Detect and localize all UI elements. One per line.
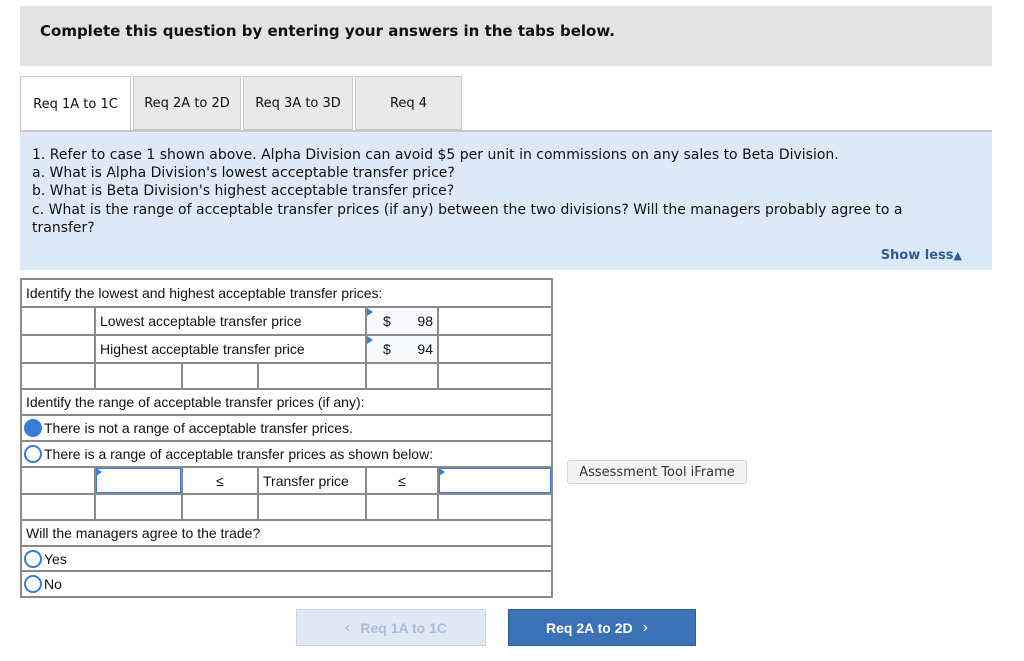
question-line: b. What is Beta Division's highest acceptable transfer price?: [32, 183, 455, 200]
lowest-price-value: 98: [417, 313, 433, 329]
option-range[interactable]: [22, 442, 551, 466]
lowest-price-input[interactable]: [367, 308, 439, 334]
section-title-range: Identify the range of acceptable transfer prices (if any):: [26, 394, 365, 410]
tab-label: Req 4: [389, 95, 428, 111]
empty-cell: [183, 495, 259, 519]
option-no-range[interactable]: [22, 416, 551, 440]
empty-cell: [259, 495, 367, 519]
question-line: a. What is Alpha Division's lowest acceptable transfer price?: [32, 165, 455, 182]
question-line: 1. Refer to case 1 shown above. Alpha Division can avoid $5 per unit in commissions on any sales to Beta Division.: [32, 147, 839, 163]
question-panel: [20, 132, 992, 270]
empty-cell: [96, 495, 183, 519]
currency-symbol: $: [383, 313, 391, 329]
leq-symbol: ≤: [183, 468, 259, 493]
lowest-price-label: Lowest acceptable transfer price: [96, 308, 367, 334]
highest-price-value: 94: [417, 341, 433, 357]
radio-unselected-icon[interactable]: [24, 445, 42, 463]
leq-symbol: ≤: [367, 468, 439, 493]
prev-button-label: Req 1A to 1C: [360, 619, 447, 636]
empty-cell: [439, 336, 551, 362]
grid-row: [22, 547, 551, 572]
input-flag-icon: [96, 468, 102, 476]
tab-req-4[interactable]: [355, 76, 462, 130]
section-title-prices: Identify the lowest and highest acceptable transfer prices:: [26, 285, 383, 301]
grid-row: [22, 468, 551, 495]
grid-row: [22, 390, 551, 416]
grid-row: [22, 442, 551, 468]
highest-price-label: Highest acceptable transfer price: [96, 336, 367, 362]
question-line: transfer?: [32, 219, 95, 236]
triangle-up-icon: ▲: [953, 249, 962, 262]
show-less-toggle[interactable]: [881, 248, 962, 263]
input-flag-icon: [439, 468, 445, 476]
tab-label: Req 3A to 3D: [255, 95, 341, 111]
empty-cell: [367, 364, 439, 388]
prev-button[interactable]: [296, 609, 486, 646]
section-title-agree: Will the managers agree to the trade?: [26, 525, 261, 541]
tab-label: Req 2A to 2D: [144, 95, 230, 111]
grid-row: [22, 416, 551, 442]
empty-cell: [22, 468, 96, 493]
empty-cell: [22, 336, 96, 362]
option-no-label: No: [44, 576, 62, 592]
empty-cell: [22, 495, 96, 519]
chevron-left-icon: ‹: [345, 618, 351, 636]
empty-cell: [439, 495, 551, 519]
question-text: [32, 146, 977, 237]
instructions-banner: [20, 6, 992, 66]
grid-row: [22, 364, 551, 390]
tab-label: Req 1A to 1C: [33, 97, 118, 112]
grid-row: [22, 308, 551, 336]
chevron-right-icon: ›: [642, 618, 648, 636]
empty-cell: [439, 308, 551, 334]
empty-cell: [183, 364, 259, 388]
empty-cell: [439, 364, 551, 388]
radio-unselected-icon[interactable]: [24, 575, 42, 593]
input-flag-icon: [367, 336, 373, 344]
grid-row: [22, 521, 551, 547]
radio-selected-icon[interactable]: [24, 419, 42, 437]
empty-cell: [22, 364, 96, 388]
next-button[interactable]: [508, 609, 696, 646]
grid-row: [22, 572, 551, 596]
tab-req-3a-3d[interactable]: [243, 76, 353, 130]
range-low-input[interactable]: [96, 468, 183, 493]
option-no[interactable]: [22, 572, 551, 596]
option-yes-label: Yes: [44, 550, 67, 567]
next-button-label: Req 2A to 2D: [546, 619, 633, 636]
option-no-range-label: There is not a range of acceptable transfer prices.: [44, 420, 353, 436]
instructions-text: Complete this question by entering your answers in the tabs below.: [40, 22, 615, 40]
empty-cell: [367, 495, 439, 519]
question-line: c. What is the range of acceptable transfer prices (if any) between the two divisions? Will the managers probably agree to a: [32, 201, 903, 218]
option-range-label: There is a range of acceptable transfer prices as shown below:: [44, 446, 434, 462]
assessment-tool-iframe[interactable]: Assessment Tool iFrame: [567, 460, 747, 484]
range-low-field[interactable]: [96, 468, 181, 493]
grid-row: [22, 336, 551, 364]
grid-row: [22, 495, 551, 521]
currency-symbol: $: [383, 341, 391, 357]
tab-req-2a-2d[interactable]: [133, 76, 241, 130]
show-less-label: Show less: [880, 248, 954, 263]
radio-unselected-icon[interactable]: [24, 550, 42, 568]
empty-cell: [96, 364, 183, 388]
empty-cell: [22, 308, 96, 334]
range-high-field[interactable]: [439, 468, 551, 493]
input-flag-icon: [367, 308, 373, 316]
transfer-price-label: Transfer price: [259, 468, 367, 493]
tab-req-1a-1c[interactable]: [20, 76, 131, 132]
range-high-input[interactable]: [439, 468, 551, 493]
highest-price-input[interactable]: [367, 336, 439, 362]
answer-grid: [20, 278, 553, 598]
grid-row: [22, 280, 551, 308]
empty-cell: [259, 364, 367, 388]
option-yes[interactable]: [22, 547, 551, 570]
